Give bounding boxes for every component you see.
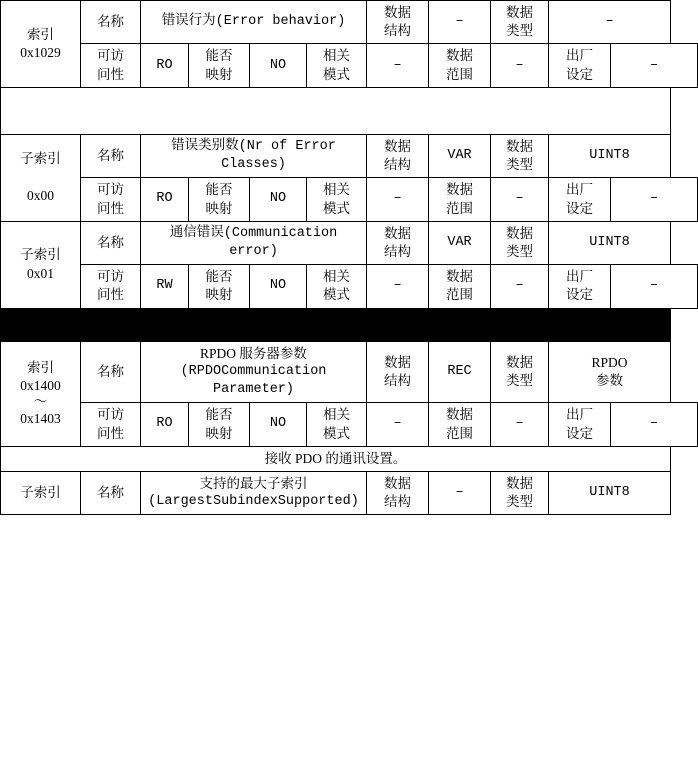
access-value: RO (141, 178, 189, 221)
mappable-value: NO (250, 44, 307, 87)
related-mode-value: – (367, 44, 429, 87)
index-range-end: 0x1403 (20, 411, 61, 427)
data-struct-value: – (429, 471, 491, 514)
mappable-label: 能否 映射 (189, 178, 250, 221)
index-label: 索引 (27, 26, 54, 42)
data-range-label: 数据 范围 (429, 44, 491, 87)
data-type-value: – (549, 1, 671, 44)
access-label: 可访 问性 (81, 265, 141, 308)
mappable-label: 能否 映射 (189, 265, 250, 308)
data-range-label: 数据 范围 (429, 178, 491, 221)
access-value: RW (141, 265, 189, 308)
subindex-label: 子索引 (20, 151, 61, 167)
table-row (1, 341, 698, 403)
spacer-cell (1, 87, 671, 134)
mappable-label: 能否 映射 (189, 44, 250, 87)
subindex-value: 0x01 (27, 265, 54, 281)
data-type-value: UINT8 (549, 134, 671, 177)
data-type-value: UINT8 (549, 221, 671, 264)
note-row (1, 446, 698, 471)
data-struct-value: VAR (429, 221, 491, 264)
mappable-value: NO (250, 178, 307, 221)
name-label: 名称 (81, 134, 141, 177)
index-cell (1, 341, 81, 446)
subindex-cell (1, 471, 81, 514)
data-struct-label: 数据 结构 (367, 341, 429, 403)
data-type-value: RPDO 参数 (549, 341, 671, 403)
subindex-value: 0x00 (27, 187, 54, 203)
factory-value: – (611, 403, 698, 446)
related-mode-label: 相关 模式 (307, 265, 367, 308)
subindex-label: 子索引 (20, 247, 61, 263)
object-name-line2: (LargestSubindexSupported) (148, 494, 359, 510)
table-row (1, 178, 698, 221)
related-mode-label: 相关 模式 (307, 178, 367, 221)
data-type-value: UINT8 (549, 471, 671, 514)
object-name (141, 341, 367, 403)
table-row (1, 221, 698, 264)
object-name-line2: (RPDOCommunication Parameter) (180, 363, 327, 398)
data-struct-label: 数据 结构 (367, 221, 429, 264)
related-mode-label: 相关 模式 (307, 403, 367, 446)
data-struct-label: 数据 结构 (367, 471, 429, 514)
data-struct-value: VAR (429, 134, 491, 177)
related-mode-value: – (367, 403, 429, 446)
index-range-tilde: ～ (33, 394, 48, 410)
mappable-value: NO (250, 265, 307, 308)
section-separator (1, 308, 671, 341)
table-row (1, 44, 698, 87)
object-name (141, 471, 367, 514)
related-mode-value: – (367, 178, 429, 221)
data-struct-value: REC (429, 341, 491, 403)
related-mode-value: – (367, 265, 429, 308)
data-type-label: 数据 类型 (491, 221, 549, 264)
index-label: 索引 (27, 359, 54, 375)
object-name-line1: 支持的最大子索引 (199, 475, 308, 491)
table-row (1, 265, 698, 308)
data-type-label: 数据 类型 (491, 471, 549, 514)
name-label: 名称 (81, 341, 141, 403)
data-struct-label: 数据 结构 (367, 1, 429, 44)
access-label: 可访 问性 (81, 178, 141, 221)
related-mode-label: 相关 模式 (307, 44, 367, 87)
object-name: 错误行为(Error behavior) (141, 1, 367, 44)
data-struct-value: – (429, 1, 491, 44)
factory-value: – (611, 44, 698, 87)
data-type-label: 数据 类型 (491, 134, 549, 177)
object-name-line1: RPDO 服务器参数 (200, 345, 307, 361)
data-range-value: – (491, 403, 549, 446)
subindex-cell (1, 221, 81, 308)
data-range-label: 数据 范围 (429, 265, 491, 308)
object-name: 通信错误(Communication error) (141, 221, 367, 264)
table-row (1, 471, 698, 514)
entry-note: 接收 PDO 的通讯设置。 (1, 446, 671, 471)
table-row (1, 403, 698, 446)
factory-label: 出厂 设定 (549, 265, 611, 308)
data-type-label: 数据 类型 (491, 1, 549, 44)
mappable-value: NO (250, 403, 307, 446)
data-range-value: – (491, 44, 549, 87)
mappable-label: 能否 映射 (189, 403, 250, 446)
table-row (1, 134, 698, 177)
factory-label: 出厂 设定 (549, 178, 611, 221)
name-label: 名称 (81, 471, 141, 514)
section-separator-row (1, 308, 698, 341)
name-label: 名称 (81, 1, 141, 44)
data-range-value: – (491, 178, 549, 221)
factory-label: 出厂 设定 (549, 403, 611, 446)
factory-label: 出厂 设定 (549, 44, 611, 87)
table-row (1, 1, 698, 44)
data-range-label: 数据 范围 (429, 403, 491, 446)
index-range-start: 0x1400 (20, 378, 61, 394)
data-struct-label: 数据 结构 (367, 134, 429, 177)
spacer-row (1, 87, 698, 134)
access-label: 可访 问性 (81, 403, 141, 446)
data-type-label: 数据 类型 (491, 341, 549, 403)
object-name: 错误类别数(Nr of Error Classes) (141, 134, 367, 177)
subindex-cell (1, 134, 81, 221)
index-value: 0x1029 (20, 44, 61, 60)
access-label: 可访 问性 (81, 44, 141, 87)
factory-value: – (611, 178, 698, 221)
index-cell (1, 1, 81, 88)
access-value: RO (141, 44, 189, 87)
factory-value: – (611, 265, 698, 308)
subindex-label: 子索引 (20, 485, 61, 501)
access-value: RO (141, 403, 189, 446)
data-range-value: – (491, 265, 549, 308)
name-label: 名称 (81, 221, 141, 264)
